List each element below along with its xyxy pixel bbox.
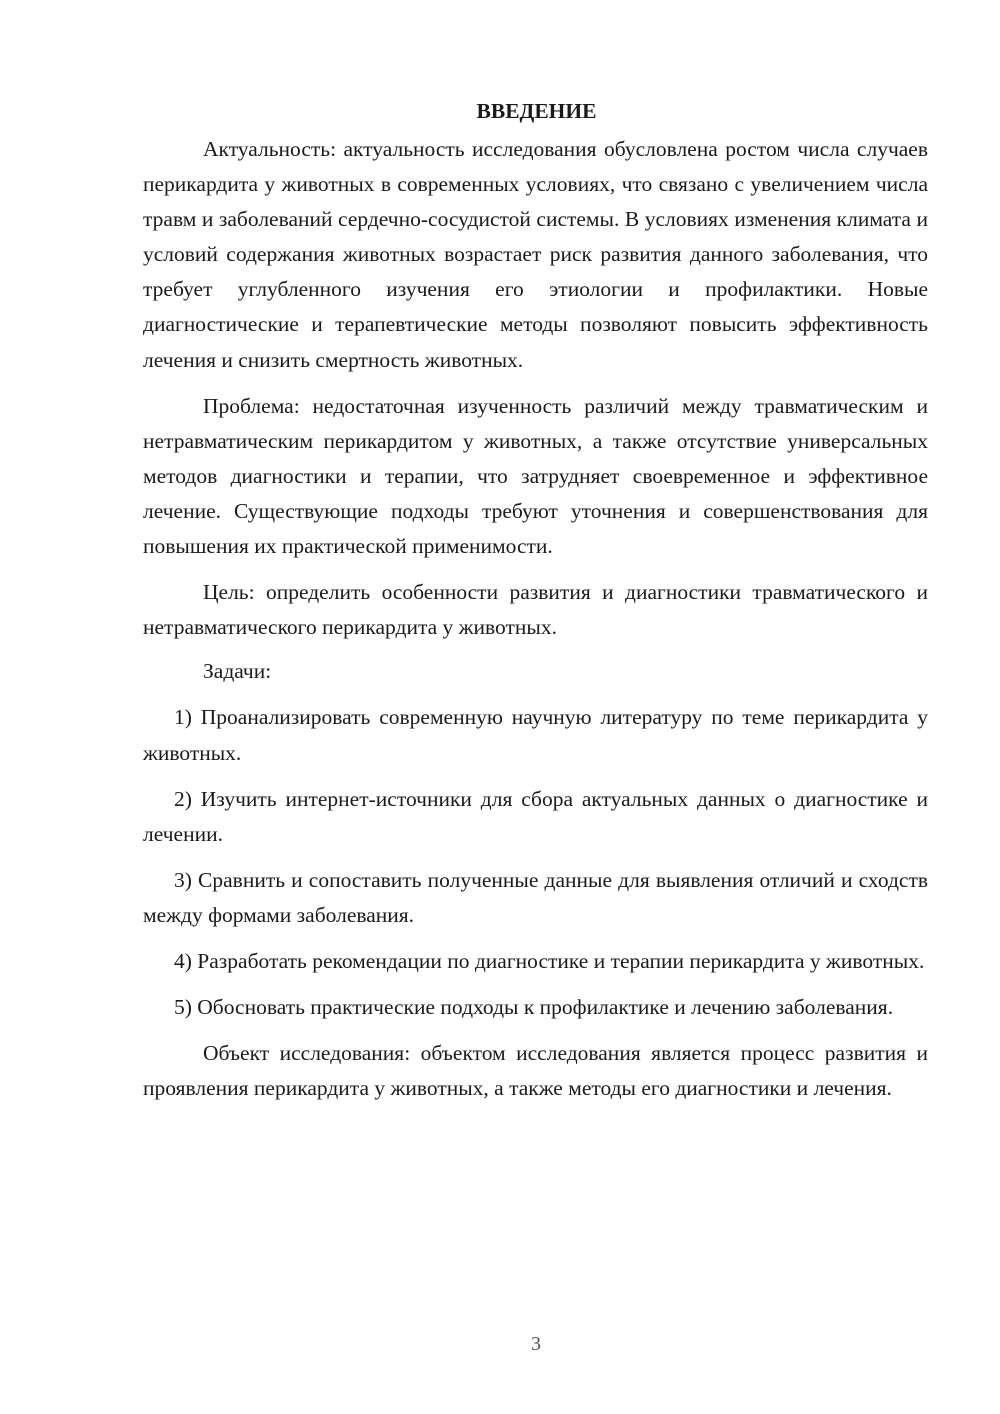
object-paragraph: Объект исследования: объектом исследования является процесс развития и проявления перикардита у животных, а также методы его диагностики и лечения. [143, 1041, 928, 1101]
tasks-list [143, 700, 928, 1025]
section-title: ВВЕДЕНИЕ [476, 99, 597, 123]
problem-paragraph: Проблема: недостаточная изученность различий между травматическим и нетравматическим перикардитом у животных, а также отсутствие универсальных методов диагностики и терапии, что затрудняет своевременное и эффективное лечение. Существующие подходы требуют уточнения и совершенствования для повышения их практической применимости. [143, 393, 928, 559]
task-item: 4) Разработать рекомендации по диагностике и терапии перикардита у животных. [174, 948, 925, 973]
goal-paragraph: Цель: определить особенности развития и диагностики травматического и нетравматического перикардита у животных. [143, 580, 928, 640]
task-item: 5) Обосновать практические подходы к профилактике и лечению заболевания. [174, 995, 894, 1020]
page-number: 3 [531, 1333, 541, 1355]
task-item: 2) Изучить интернет-источники для сбора актуальных данных о диагностике и лечении. [143, 786, 928, 846]
task-item: 3) Сравнить и сопоставить полученные данные для выявления отличий и сходств между формами заболевания. [143, 867, 928, 927]
page-content [143, 96, 928, 1117]
tasks-heading: Задачи: [203, 659, 272, 684]
task-item: 1) Проанализировать современную научную литературу по теме перикардита у животных. [143, 705, 928, 765]
relevance-paragraph: Актуальность: актуальность исследования обусловлена ростом числа случаев перикардита у животных в современных условиях, что связано с увеличением числа травм и заболеваний сердечно-сосудистой системы. В условиях изменения климата и условий содержания животных возрастает риск развития данного заболевания, что требует углубленного изучения его этиологии и профилактики. Новые диагностические и терапевтические методы позволяют повысить эффективность лечения и снизить смертность животных. [143, 137, 928, 372]
